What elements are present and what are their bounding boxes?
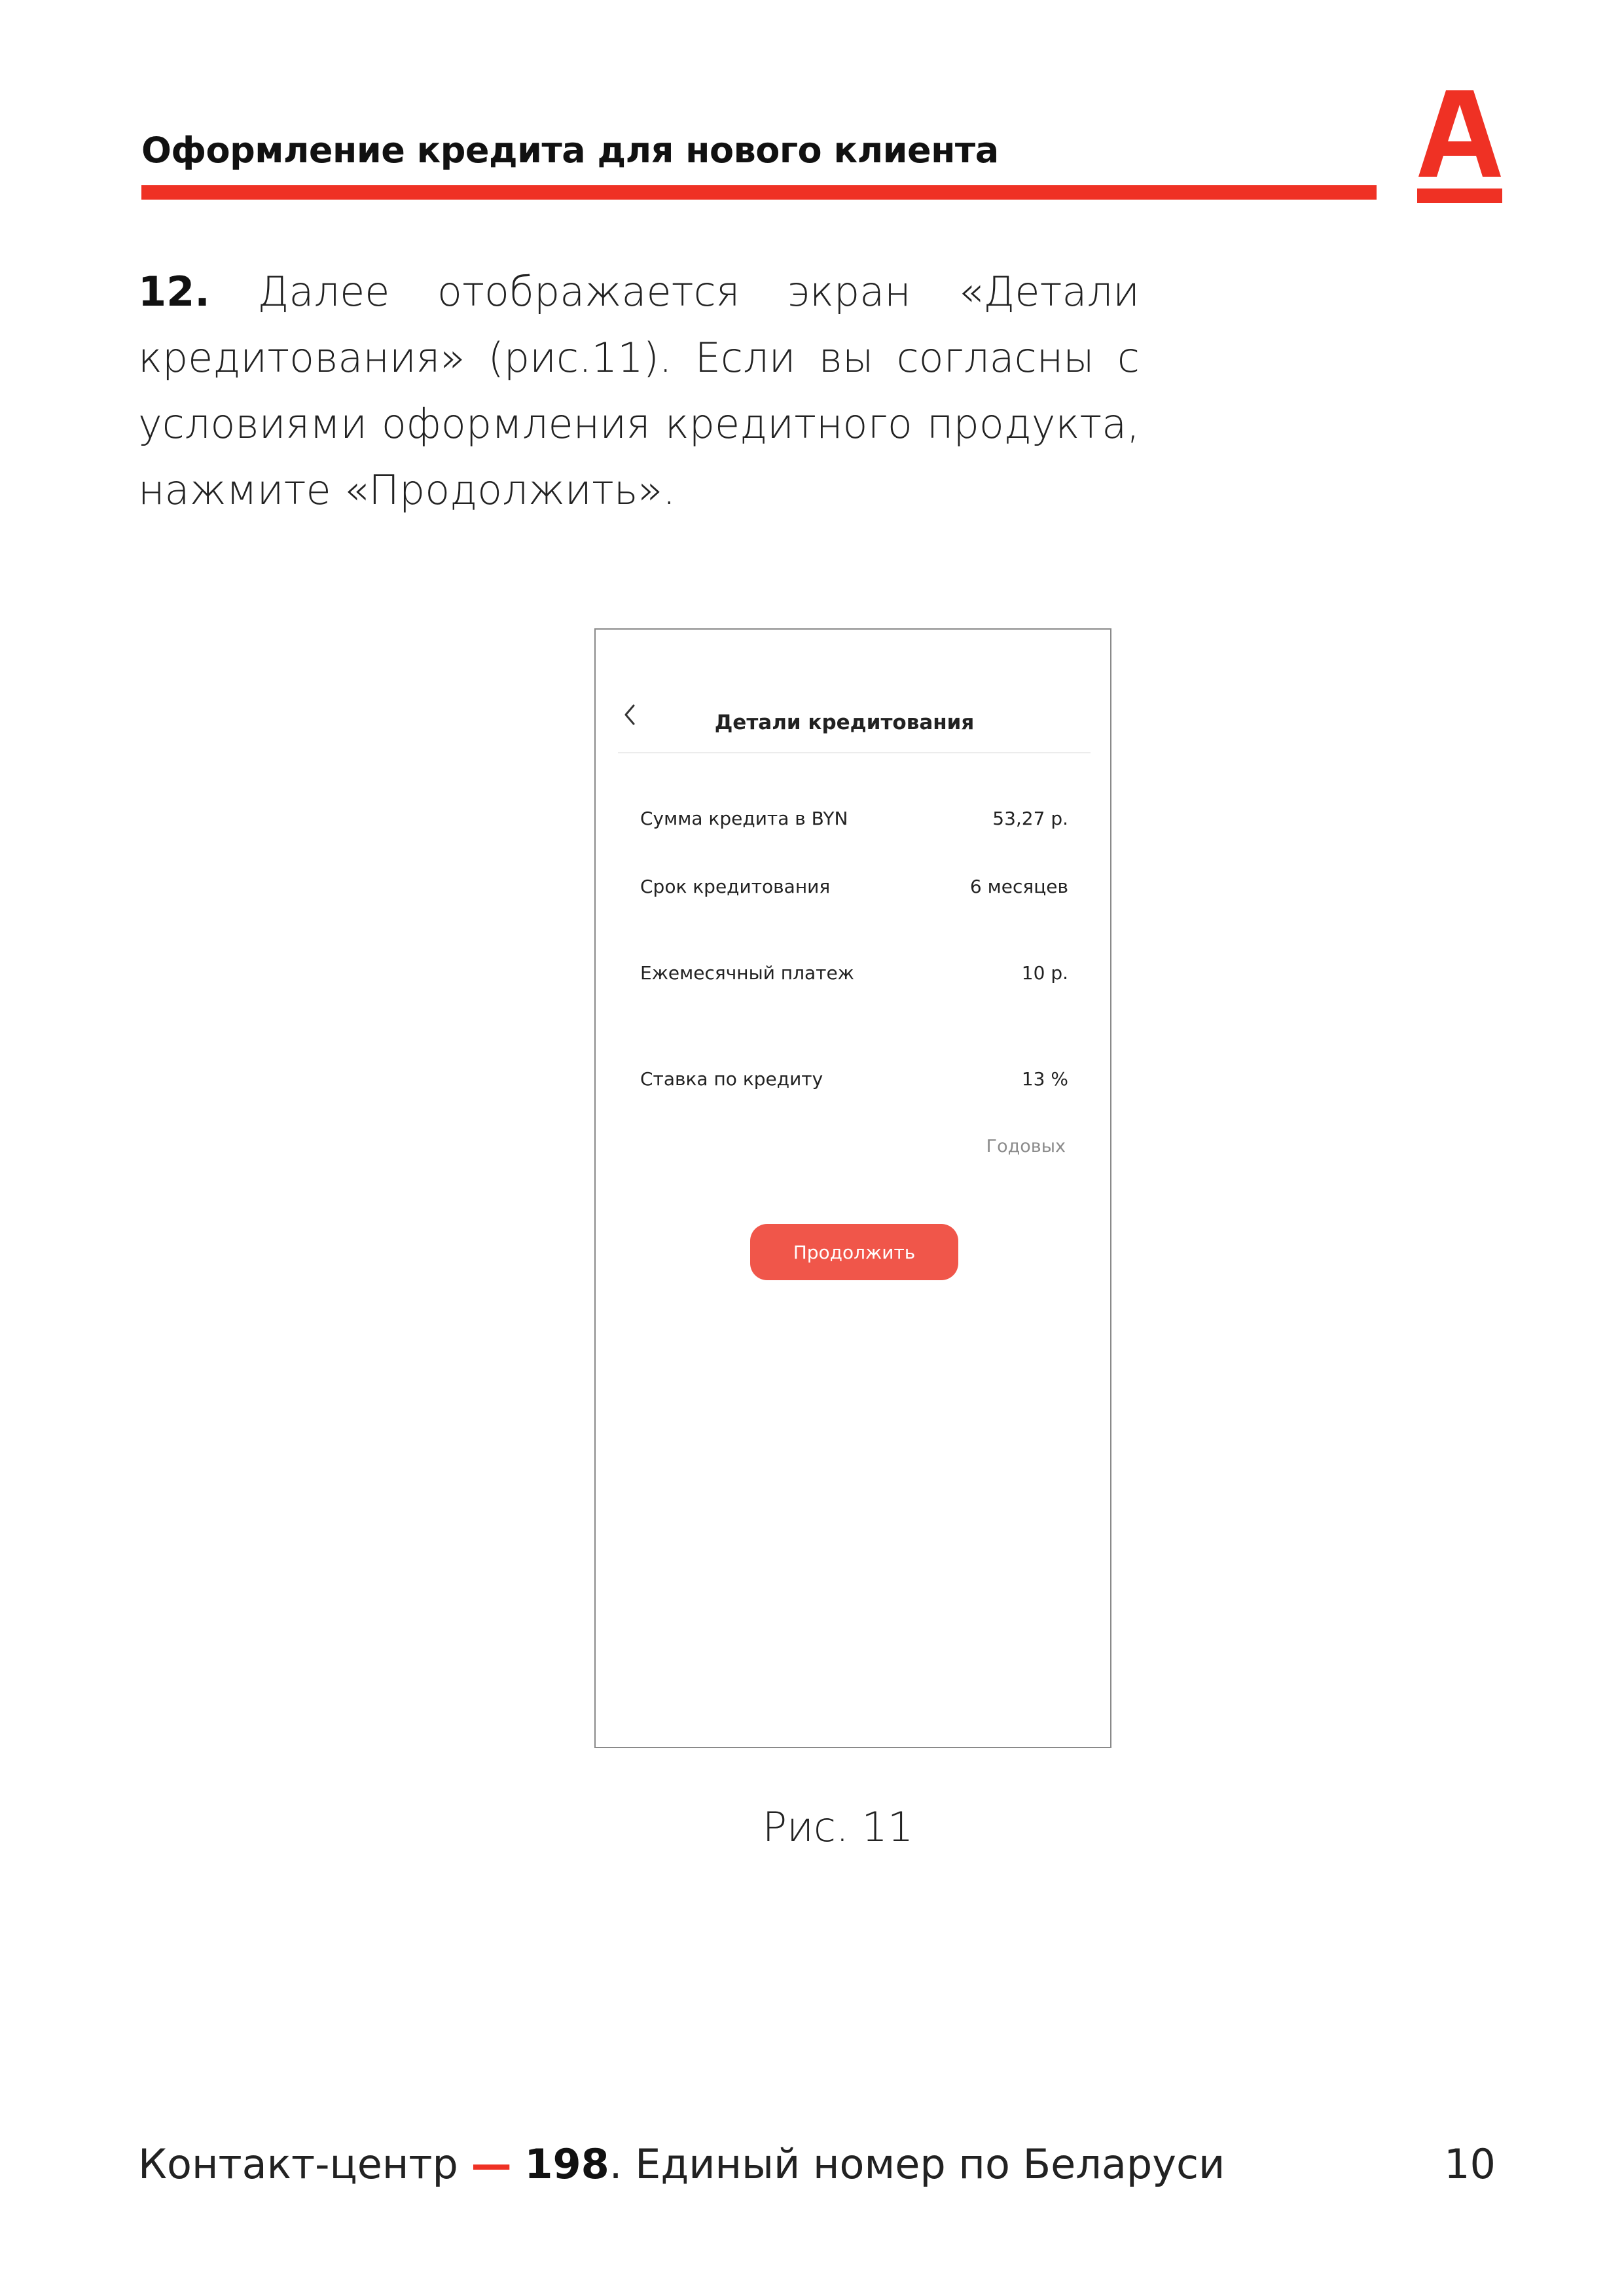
figure-caption: Рис. 11 [762, 1803, 914, 1851]
alfa-bank-logo-icon [1417, 79, 1502, 209]
footer-dash: — [471, 2140, 512, 2188]
step-instruction [138, 259, 1140, 523]
footer-suffix: . Единый номер по Беларуси [609, 2140, 1225, 2188]
header-accent-bar [141, 185, 1377, 200]
row-label: Срок кредитования [640, 876, 831, 897]
row-label: Ежемесячный платеж [640, 962, 854, 984]
page-number: 10 [1444, 2140, 1496, 2188]
footer-prefix: Контакт-центр [138, 2140, 471, 2188]
step-number: 12. [138, 268, 210, 315]
document-title: Оформление кредита для нового клиента [141, 130, 999, 171]
contact-phone-number: 198 [524, 2140, 609, 2188]
row-value: 53,27 р. [992, 808, 1068, 829]
row-label: Сумма кредита в BYN [640, 808, 848, 829]
phone-screenshot [594, 628, 1111, 1748]
row-label: Ставка по кредиту [640, 1068, 823, 1090]
screen-title: Детали кредитования [714, 711, 975, 734]
row-value: 13 % [1021, 1068, 1068, 1090]
footer-contact [138, 2140, 1225, 2188]
continue-button[interactable]: Продолжить [750, 1224, 958, 1280]
rate-annual-note: Годовых [986, 1136, 1066, 1157]
header-divider [618, 752, 1091, 753]
step-description: Далее отображается экран «Детали кредитования» (рис.11). Если вы согласны с условиями оформления кредитного продукта, нажмите «Продолжить». [138, 268, 1140, 514]
row-value: 6 месяцев [969, 876, 1068, 897]
row-value: 10 р. [1021, 962, 1068, 984]
